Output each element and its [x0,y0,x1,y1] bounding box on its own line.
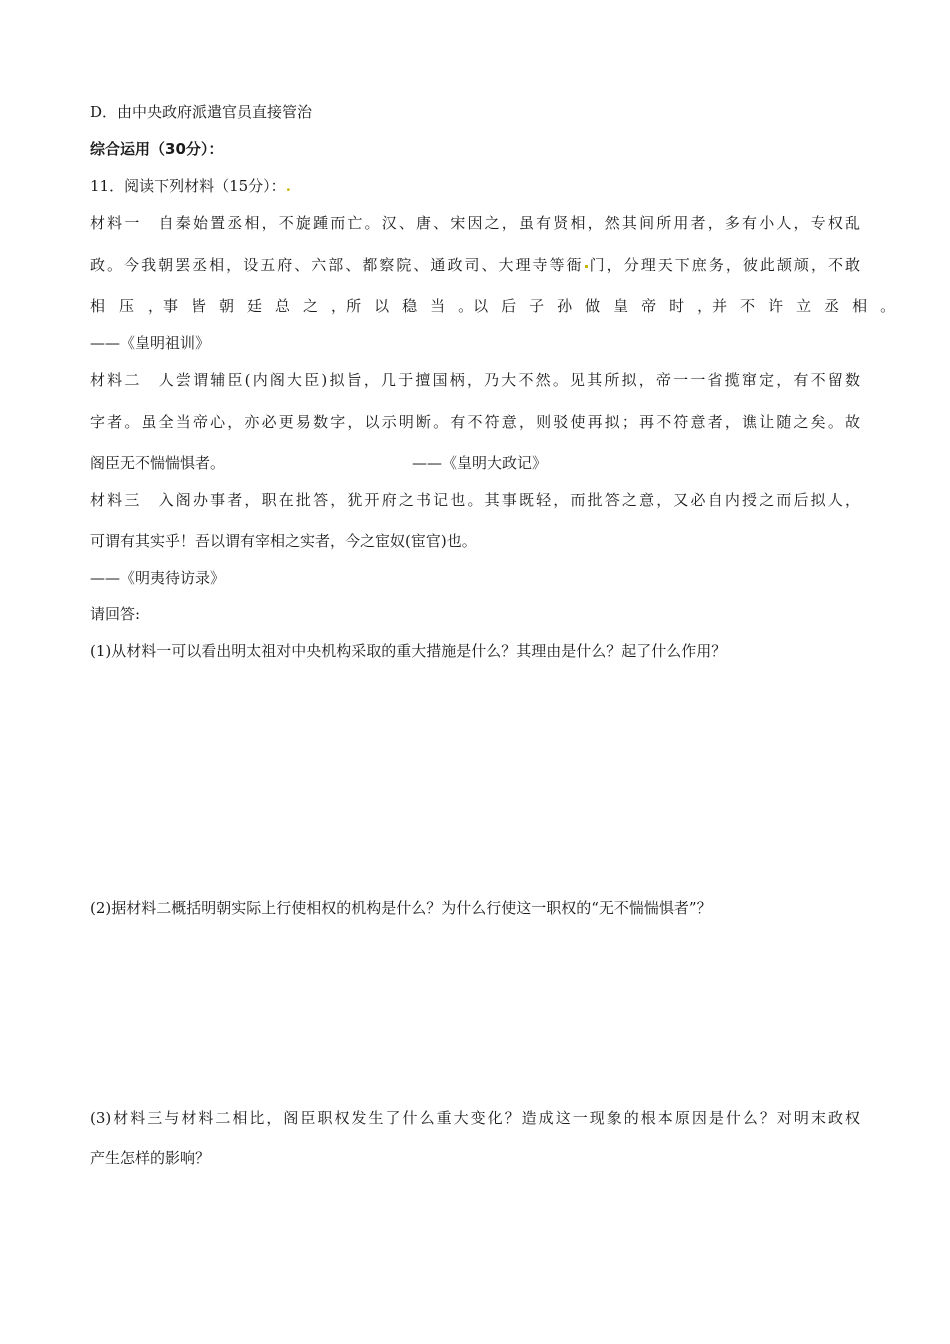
highlight-mark: . [285,177,291,195]
sub-question-3-line1: (3)材料三与材料二相比，阁臣职权发生了什么重大变化？造成这一现象的根本原因是什么？对明末政权 [90,1109,860,1127]
question-11-prompt-text: 11．阅读下列材料（15分）： [90,177,286,195]
sub-question-1: (1)从材料一可以看出明太祖对中央机构采取的重大措施是什么？其理由是什么？起了什么作用？ [90,642,727,660]
material1-line1: 材料一 自秦始置丞相，不旋踵而亡。汉、唐、宋因之，虽有贤相，然其间所用者，多有小人，专权乱 [90,214,860,232]
material2-line1: 材料二 人尝谓辅臣(内阁大臣)拟旨，几于擅国柄，乃大不然。见其所拟，帝一一省揽窜定，有不留数 [90,371,860,389]
question-11-prompt [90,176,291,196]
material1-source: ——《皇明祖训》 [90,334,211,352]
material1-line2-part-b: 门，分理天下庶务，彼此颉颃，不敢 [587,256,860,274]
material3-line2: 可谓有其实乎！吾以谓有宰相之实者，今之宦奴(宦官)也。 [90,532,477,550]
material1-line3-seg: 所以稳当 [346,297,459,315]
material1-line3-seg: 。 [880,297,896,315]
material3-source: ——《明夷待访录》 [90,569,226,587]
material1-line3-seg: ， [148,297,164,315]
material3-line1: 材料三 入阁办事者，职在批答，犹开府之书记也。其事既轻，而批答之意，又必自内授之而后拟人， [90,491,860,509]
material1-line3-seg: 并不许立丞相 [712,297,881,315]
material1-line3-seg: ， [331,297,347,315]
material2-line3: 阁臣无不惴惴惧者。 [90,454,226,472]
option-d: D．由中央政府派遣官员直接管治 [90,103,313,121]
material1-line3-seg: 。 [458,297,474,315]
answer-instruction: 请回答: [90,605,141,623]
material1-line3-seg: 以后子孙做皇帝时 [473,297,698,315]
material1-line3-seg: ， [697,297,713,315]
material1-line3-seg: 事皆朝廷总之 [163,297,332,315]
sub-question-3-line2: 产生怎样的影响？ [90,1149,211,1167]
section-title: 综合运用（30分）： [90,140,224,158]
material1-line3-seg: 相压 [90,297,149,315]
material1-line2 [90,255,860,275]
sub-question-2: (2)据材料二概括明朝实际上行使相权的机构是什么？为什么行使这一职权的“无不惴惴惧者”？ [90,899,712,917]
material2-source: ——《皇明大政记》 [412,454,548,472]
material2-line2: 字者。虽全当帝心，亦必更易数字，以示明断。有不符意，则驳使再拟；再不符意者，谯让随之矣。故 [90,413,860,431]
material1-line3 [90,296,896,316]
material1-line2-part-a: 政。今我朝罢丞相，设五府、六部、都察院、通政司、大理寺等衙 [90,256,584,274]
